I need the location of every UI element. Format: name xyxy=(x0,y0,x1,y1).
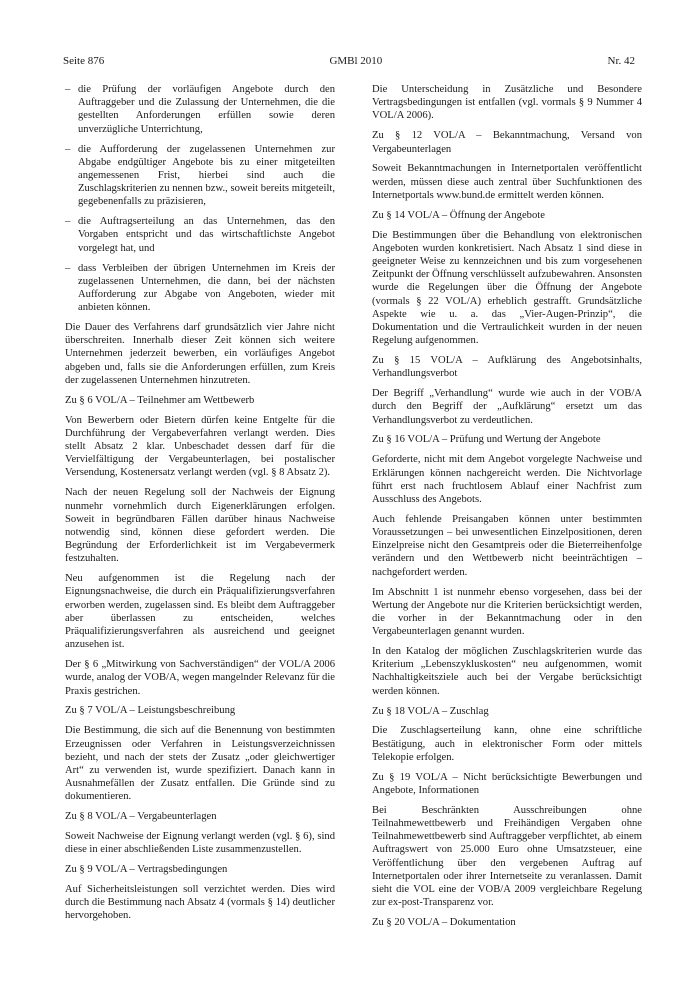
page-number: Seite 876 xyxy=(63,55,105,67)
issue-number: Nr. 42 xyxy=(607,55,635,67)
paragraph: Bei Beschränkten Ausschreibungen ohne Teilnahmewettbewerb und Freihändigen Vergaben ohne Teilnahmewettbewerb sind Auftraggeber verpflichtet, ab einem Auftragswert von 25.000 Euro ohne Umsatzsteuer, eine Veröffentlichung über den vergebenen Auftrag auf Internetportalen oder ihrer Internetseite zu veranlassen. Damit sieht die VOL eine der VOB/A 2009 vergleichbare Regelung zur ex-post-Transparenz vor. xyxy=(372,804,642,909)
left-column xyxy=(65,83,335,929)
paragraph: Die Unterscheidung in Zusätzliche und Besondere Vertragsbedingungen ist entfallen (vgl. vormals § 9 Nummer 4 VOL/A 2006). xyxy=(372,84,642,122)
section-heading-9: Zu § 9 VOL/A – Vertragsbedingungen xyxy=(65,864,228,876)
paragraph: Im Abschnitt 1 ist nunmehr ebenso vorgesehen, dass bei der Wertung der Angebote nur die Kriterien berücksichtigt werden, die vorher in der Bekanntmachung oder in den Vergabeunterlagen genannt wurden. xyxy=(372,586,642,638)
publication-name: GMBl 2010 xyxy=(329,55,383,67)
section-heading-20: Zu § 20 VOL/A – Dokumentation xyxy=(372,917,516,929)
list-item: – dass Verbleiben der übrigen Unternehmen im Kreis der zugelassenen Unternehmen, die dann, bei der nächsten Aufforderung zur Abgabe von Angeboten, wieder mit anbieten können. xyxy=(65,262,335,315)
paragraph: Die Bestimmungen über die Behandlung von elektronischen Angeboten wurden konkretisiert. Nach Absatz 1 sind diese in geeigneter Weise zu kennzeichnen und bis zum vorgesehenen Zeitpunkt der Öffnung verschlüsselt aufzubewahren. Ansonsten wurde die Regelungen über die Öffnung der Angebote (vormals § 22 VOL/A) erheblich gestrafft. Grundsätzliche Aspekte wie u. a. das „Vier-Augen-Prinzip“, die Dokumentation und die Vertraulichkeit wurden in der neuen Regelung aufgenommen. xyxy=(372,229,642,347)
section-heading-6: Zu § 6 VOL/A – Teilnehmer am Wettbewerb xyxy=(65,394,255,406)
section-heading-14: Zu § 14 VOL/A – Öffnung der Angebote xyxy=(372,209,545,221)
procedure-steps-list xyxy=(65,83,335,314)
paragraph: Die Dauer des Verfahrens darf grundsätzlich vier Jahre nicht überschreiten. Innerhalb dieser Zeit können sich weitere Unternehmen jederzeit bewerben, ein vorläufiges Angebot abgeben und, falls sie die Anforderungen erfüllen, zum Kreis der zugelassenen Unternehmen hinzutreten. xyxy=(65,322,335,386)
paragraph: In den Katalog der möglichen Zuschlagskriterien wurde das Kriterium „Lebenszykluskosten“ neu aufgenommen, womit Nachhaltigkeitsziele auch bei der Vergabe berücksichtigt werden können. xyxy=(372,646,642,697)
section-heading-18: Zu § 18 VOL/A – Zuschlag xyxy=(372,705,489,717)
paragraph: Der Begriff „Verhandlung“ wurde wie auch in der VOB/A durch den Begriff der „Aufklärung“ ersetzt um das Verhandlungsverbot zu verdeutlichen. xyxy=(372,388,642,426)
section-heading-8: Zu § 8 VOL/A – Vergabeunterlagen xyxy=(65,811,217,823)
section-heading-19: Zu § 19 VOL/A – Nicht berücksichtigte Bewerbungen und Angebote, Informationen xyxy=(372,771,642,796)
paragraph: Die Bestimmung, die sich auf die Benennung von bestimmten Erzeugnissen oder Verfahren in Leistungsverzeichnissen bezieht, und nach der stets der Zusatz „oder gleichwertiger Art“ zu verwenden ist, wurde spezifiziert. Danach kann in Ausnahmefällen der Zusatz entfallen. Die Gründe sind zu dokumentieren. xyxy=(65,725,335,803)
paragraph: Soweit Nachweise der Eignung verlangt werden (vgl. § 6), sind diese in einer abschließenden Liste zusammenzustellen. xyxy=(65,831,335,856)
paragraph: Nach der neuen Regelung soll der Nachweis der Eignung nunmehr vornehmlich durch Eigenerklärungen erfolgen. Soweit in begründbaren Fällen darüber hinaus Nachweise notwendig sind, können diese gefordert werden. Die Begründung der Erforderlichkeit ist im Vergabevermerk festzuhalten. xyxy=(65,487,335,565)
section-heading-15: Zu § 15 VOL/A – Aufklärung des Angebotsinhalts, Verhandlungsverbot xyxy=(372,355,642,380)
list-item: – die Auftragserteilung an das Unternehmen, das den Vorgaben entspricht und das wirtschaftlichste Angebot vorgelegt hat, und xyxy=(65,215,335,255)
paragraph: Die Zuschlagserteilung kann, ohne eine schriftliche Bestätigung, auch in elektronischer Form oder mittels Telekopie erfolgen. xyxy=(372,725,642,763)
list-item: – die Prüfung der vorläufigen Angebote durch den Auftraggeber und die Zulassung der Unternehmen, die die gestellten Anforderungen erfüllen sowie deren unverzügliche Unterrichtung, xyxy=(65,83,335,136)
section-heading-7: Zu § 7 VOL/A – Leistungsbeschreibung xyxy=(65,705,236,717)
section-heading-12: Zu § 12 VOL/A – Bekanntmachung, Versand von Vergabeunterlagen xyxy=(372,130,642,155)
paragraph: Neu aufgenommen ist die Regelung nach der Eignungsnachweise, die durch ein Präqualifizierungsverfahren erworben werden, zugelassen sind. Es bleibt dem Auftraggeber aber überlassen zu entscheiden, welches Präqualifizierungsverfahren als ausreichend und geeignet anzusehen ist. xyxy=(65,573,335,651)
list-item: – die Aufforderung der zugelassenen Unternehmen zur Abgabe endgültiger Angebote bis zu einer mitgeteilten angemessenen Frist, hierbei sind auch die Zuschlagskriterien zu nennen bzw., soweit bereits mitgeteilt, gegebenenfalls zu präzisieren, xyxy=(65,143,335,209)
paragraph: Soweit Bekanntmachungen in Internetportalen veröffentlicht werden, müssen diese auch zentral über Suchfunktionen des Internetportals www.bund.de ermittelt werden können. xyxy=(372,163,642,201)
paragraph: Geforderte, nicht mit dem Angebot vorgelegte Nachweise und Erklärungen können nachgereicht werden. Die Nichtvorlage führt erst nach fruchtlosem Ablauf einer Nachfrist zum Ausschluss des Angebots. xyxy=(372,454,642,505)
paragraph: Auch fehlende Preisangaben können unter bestimmten Voraussetzungen – bei unwesentlichen Einzelpositionen, deren Einzelpreise nicht den Gesamtpreis oder die Bieterreihenfolge verändern und den Wettbewerb nicht beeinträchtigen – nachgefordert werden. xyxy=(372,513,642,578)
paragraph: Auf Sicherheitsleistungen soll verzichtet werden. Dies wird durch die Bestimmung nach Absatz 4 (vormals § 14) deutlicher hervorgehoben. xyxy=(65,884,335,922)
section-heading-16: Zu § 16 VOL/A – Prüfung und Wertung der Angebote xyxy=(372,434,601,446)
right-column xyxy=(372,83,642,936)
page-header xyxy=(63,54,635,68)
paragraph: Der § 6 „Mitwirkung von Sachverständigen“ der VOL/A 2006 wurde, analog der VOB/A, wegen mangelnder Relevanz für die Praxis gestrichen. xyxy=(65,659,335,697)
paragraph: Von Bewerbern oder Bietern dürfen keine Entgelte für die Durchführung der Vergabeverfahren verlangt werden. Dies stellt Absatz 2 klar. Unbeschadet dessen darf für die Vervielfältigung der Vergabeunterlagen, bei postalischer Versendung, Kostenersatz verlangt werden (vgl. § 8 Absatz 2). xyxy=(65,414,335,479)
